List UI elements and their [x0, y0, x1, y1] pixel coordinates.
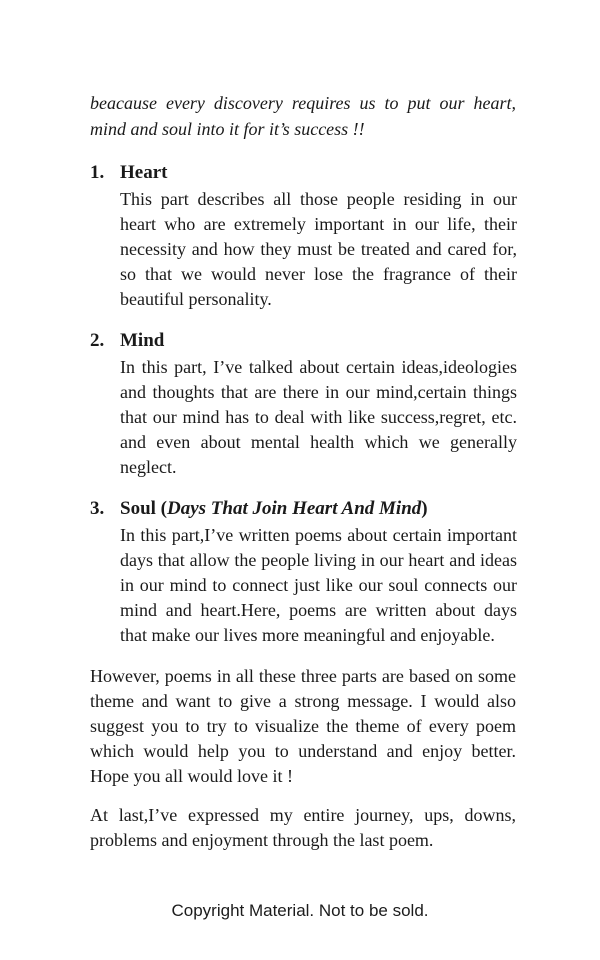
closing-paragraph-theme: However, poems in all these three parts are based on some theme and want to give a strong message. I would also suggest you to try to visualize the theme of every poem which would help you to understand and enjoy better. Hope you all would love it !	[90, 666, 516, 786]
section-heading	[90, 496, 516, 521]
section-body: This part describes all those people residing in our heart who are extremely important in our life, their necessity and how they must be treated and cared for, so that we would never lose the fragrance of their beautiful personality.	[120, 189, 517, 309]
section-mind	[90, 328, 516, 480]
section-number: 2.	[90, 330, 105, 351]
section-heading	[90, 160, 516, 185]
section-number: 3.	[90, 498, 105, 519]
section-number: 1.	[90, 162, 105, 183]
section-title-suffix: )	[421, 498, 428, 519]
section-heading	[90, 328, 516, 353]
section-title	[120, 328, 164, 353]
section-title-text: Soul (	[120, 498, 167, 519]
section-body: In this part, I’ve talked about certain ideas,ideologies and thoughts that are there in our mind,certain things that our mind has to deal with like success,regret, etc. and even about mental health which we generally neglect.	[120, 357, 517, 477]
page-content	[90, 90, 516, 853]
section-body: In this part,I’ve written poems about certain important days that allow the people living in our heart and ideas in our mind to connect just like our soul connects our mind and heart.Here, poems are written about days that make our lives more meaningful and enjoyable.	[120, 525, 517, 645]
intro-quote: beacause every discovery requires us to put our heart, mind and soul into it for it’s success !!	[90, 93, 516, 139]
section-title-italic: Days That Join Heart And Mind	[167, 498, 422, 519]
section-title	[120, 160, 167, 185]
section-heart	[90, 160, 516, 312]
closing-paragraph-journey: At last,I’ve expressed my entire journey, ups, downs, problems and enjoyment through the last poem.	[90, 805, 516, 850]
section-title-text: Mind	[120, 330, 165, 351]
section-title-text: Heart	[120, 162, 168, 183]
section-soul	[90, 496, 516, 648]
copyright-notice: Copyright Material. Not to be sold.	[171, 901, 429, 920]
section-title	[120, 496, 428, 521]
